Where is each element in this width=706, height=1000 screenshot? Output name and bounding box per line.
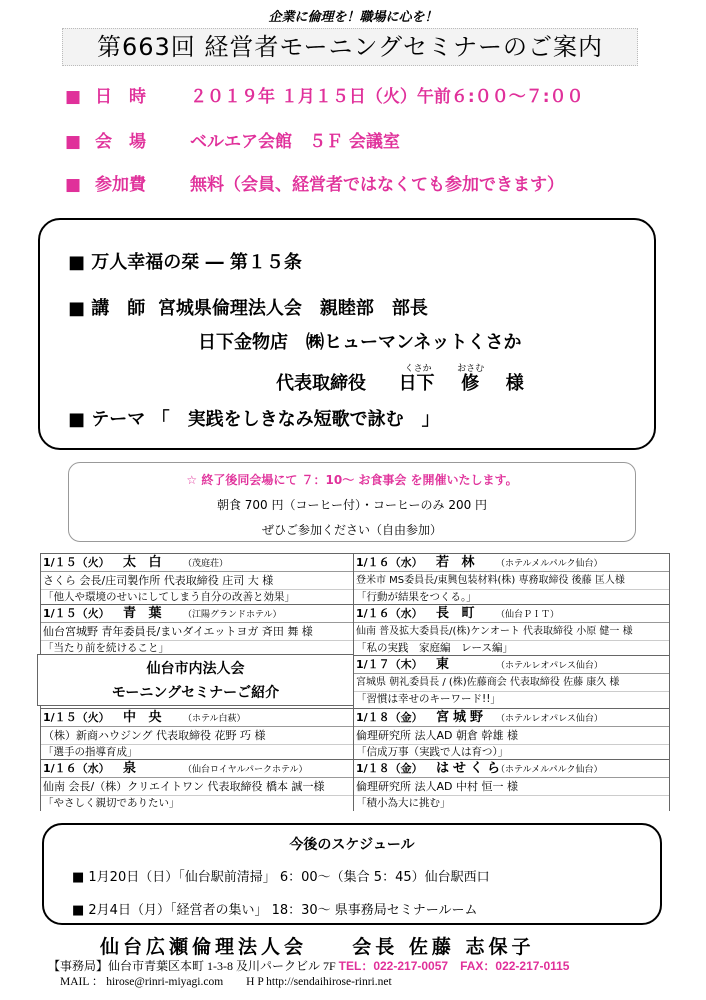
- lecture-speaker: [68, 294, 428, 320]
- speaker-role: 代表取締役: [276, 373, 366, 394]
- seminar-theme: 「私の実践 家庭編 レース編」: [354, 640, 669, 656]
- seminar-venue: （ホテルレオパレス仙台）: [496, 714, 603, 724]
- bullet-icon: ■: [65, 87, 82, 107]
- seminar-name: 太 白: [123, 555, 166, 570]
- seminar-speaker: （株）新商ハウジング 代表取締役 花野 巧 様: [43, 729, 266, 742]
- info-value: 無料（会員、経営者ではなくても参加できます）: [190, 175, 564, 195]
- org-name: 仙台広瀬倫理法人会: [100, 936, 308, 958]
- seminar-venue: （江陽グランドホテル）: [183, 610, 282, 620]
- speaker-name-line: [276, 364, 524, 395]
- intro-line-2: モーニングセミナーご紹介: [111, 685, 280, 701]
- seminar-date: 1/１５（火）: [43, 556, 110, 569]
- seminar-speaker: さくら 会長/庄司製作所 代表取締役 庄司 大 様: [43, 574, 274, 587]
- lecture-article: [68, 248, 302, 274]
- schedule-item: ■ 1月20日（日）「仙台駅前清掃」 6：00～（集合 5：45）仙台駅西口: [72, 870, 490, 885]
- seminar-cell-aoba: [41, 605, 353, 656]
- bullet-icon: ■: [68, 298, 86, 319]
- org-president: 会長 佐藤 志保子: [352, 936, 535, 958]
- schedule-box: [42, 823, 662, 925]
- seminar-theme: 「行動が結果をつくる。」: [354, 589, 669, 605]
- info-value: ２０１９年 １月１５日（火）午前６:００～７:００: [190, 87, 584, 107]
- bullet-icon: ■: [65, 175, 82, 195]
- schedule-title: 今後のスケジュール: [289, 837, 415, 853]
- speaker-name-1: 日下: [398, 373, 435, 394]
- seminar-name: 宮城野: [436, 710, 488, 725]
- seminar-cell-izumi: [41, 760, 353, 811]
- seminar-date: 1/１６（水）: [356, 607, 423, 620]
- info-label: 日 時: [95, 87, 146, 107]
- info-label: 会 場: [95, 132, 146, 152]
- meal-box: [68, 462, 636, 542]
- seminar-header: [41, 554, 353, 572]
- seminar-name: 中 央: [123, 710, 166, 725]
- seminar-theme: 「積小為大に挑む」: [354, 795, 669, 811]
- seminar-theme: 「他人や環境のせいにしてしまう自分の改善と効果」: [41, 589, 353, 605]
- seminar-cell-hasekura: [354, 760, 669, 811]
- intro-box: [37, 654, 354, 706]
- seminar-speaker: 登米市 MS委員長/東興包装材料(株) 専務取締役 後藤 匡人様: [356, 575, 625, 586]
- bullet-icon: ■: [68, 409, 86, 430]
- seminar-name: 青 葉: [123, 606, 166, 621]
- info-value: ベルエア会館 ５Ｆ 会議室: [190, 132, 400, 152]
- theme-label: テーマ: [91, 409, 146, 430]
- seminar-venue: （ホテルレオパレス仙台）: [496, 661, 603, 671]
- address-line: [48, 957, 668, 974]
- seminar-cell-nagamachi: [354, 605, 669, 656]
- seminar-date: 1/１５（火）: [43, 711, 110, 724]
- article-text: 万人幸福の栞 ― 第１５条: [91, 252, 302, 273]
- speaker-honorific: 様: [505, 373, 524, 394]
- seminar-theme: 「信成万事（実践で人は育つ）」: [354, 744, 669, 760]
- seminar-speaker: 仙南 普及拡大委員長/(株)ケンオート 代表取締役 小原 健一 様: [356, 626, 633, 637]
- seminar-header: [354, 554, 669, 572]
- seminar-speaker: 仙南 会長/（株）クリエイトワン 代表取締役 橋本 誠一様: [43, 780, 325, 793]
- seminar-date: 1/１６（水）: [43, 762, 110, 775]
- seminar-header: [354, 760, 669, 778]
- meal-price: 朝食 700 円（コーヒー付）・コーヒーのみ 200 円: [216, 498, 488, 512]
- speaker-label: 講 師: [91, 298, 146, 319]
- meal-note: ぜひご参加ください（自由参加）: [261, 523, 442, 537]
- seminar-header: [354, 605, 669, 623]
- seminar-date: 1/１７（木）: [356, 658, 423, 671]
- meal-notice: ☆ 終了後同会場にて ７：10～ お食事会 を開催いたします。: [186, 473, 518, 487]
- info-datetime: [65, 82, 584, 107]
- seminar-theme: 「当たり前を続けること」: [41, 640, 353, 656]
- seminar-venue: （ホテル白萩）: [183, 714, 246, 724]
- seminar-cell-taihaku: [41, 554, 353, 605]
- seminar-grid: [40, 553, 670, 811]
- seminar-name: 長 町: [436, 606, 479, 621]
- page-title: 第663回 経営者モーニングセミナーのご案内: [62, 28, 638, 66]
- seminar-cell-chuo: [41, 709, 353, 760]
- ruby-2: おさむ: [457, 364, 485, 374]
- seminar-venue: （仙台ロイヤルパークホテル）: [183, 765, 308, 775]
- seminar-date: 1/１８（金）: [356, 762, 423, 775]
- seminar-header: [354, 709, 669, 727]
- seminar-header: [354, 656, 669, 674]
- schedule-item: ■ 2月4日（月）「経営者の集い」 18：30～ 県事務局セミナールーム: [72, 903, 478, 918]
- seminar-speaker: 倫理研究所 法人AD 中村 恒一 様: [356, 780, 518, 793]
- bullet-icon: ■: [68, 252, 86, 273]
- seminar-name: はせくら: [436, 761, 505, 776]
- seminar-header: [41, 605, 353, 623]
- seminar-header: [41, 709, 353, 727]
- info-label: 参加費: [95, 175, 146, 195]
- seminar-venue: （ホテルメルパルク仙台）: [496, 765, 603, 775]
- seminar-speaker: 宮城県 朝礼委員長 / (株)佐藤商会 代表取締役 佐藤 康久 様: [356, 677, 620, 688]
- lecture-theme: [68, 405, 440, 431]
- seminar-header: [41, 760, 353, 778]
- seminar-speaker: 仙台宮城野 青年委員長/まいダイエットヨガ 斉田 舞 様: [43, 625, 313, 638]
- tel-fax: TEL：022-217-0057 FAX：022-217-0115: [338, 959, 570, 973]
- lecture-box: [38, 218, 656, 450]
- intro-line-1: 仙台市内法人会: [146, 661, 245, 677]
- info-venue: [65, 127, 400, 152]
- seminar-date: 1/１５（火）: [43, 607, 110, 620]
- seminar-name: 若 林: [436, 555, 479, 570]
- address: 【事務局】仙台市青葉区本町 1-3-8 及川パークビル 7F: [48, 959, 336, 973]
- seminar-name: 泉: [123, 761, 141, 776]
- seminar-venue: （ホテルメルパルク仙台）: [496, 559, 603, 569]
- seminar-cell-wakabayashi: [354, 554, 669, 605]
- ruby-1: くさか: [404, 364, 432, 374]
- theme-text: 「 実践をしきなみ短歌で詠む 」: [151, 409, 440, 430]
- speaker-company: 日下金物店 ㈱ヒューマンネットくさか: [198, 332, 522, 353]
- mail-line: MAIL ： hirose@rinri-miyagi.com H P http://sendaihirose-rinri.net: [60, 976, 392, 988]
- seminar-venue: （茂庭荘）: [183, 559, 229, 569]
- tagline: 企業に倫理を！職場に心を！: [268, 10, 438, 25]
- seminar-theme: 「習慣は幸せのキーワード!!」: [354, 691, 669, 707]
- seminar-speaker: 倫理研究所 法人AD 朝倉 幹雄 様: [356, 729, 518, 742]
- seminar-theme: 「選手の指導育成」: [41, 744, 353, 760]
- speaker-name-2: 修: [461, 373, 480, 394]
- speaker-org: 宮城県倫理法人会 親睦部 部長: [157, 298, 428, 319]
- bullet-icon: ■: [65, 132, 82, 152]
- seminar-venue: （仙台ＰＩＴ）: [496, 610, 560, 620]
- seminar-name: 東: [436, 657, 454, 672]
- seminar-date: 1/１８（金）: [356, 711, 423, 724]
- info-fee: [65, 170, 564, 195]
- seminar-theme: 「やさしく親切でありたい」: [41, 795, 353, 811]
- seminar-cell-miyagino: [354, 709, 669, 760]
- seminar-cell-higashi: [354, 656, 669, 707]
- org-line: [100, 932, 640, 959]
- seminar-date: 1/１６（水）: [356, 556, 423, 569]
